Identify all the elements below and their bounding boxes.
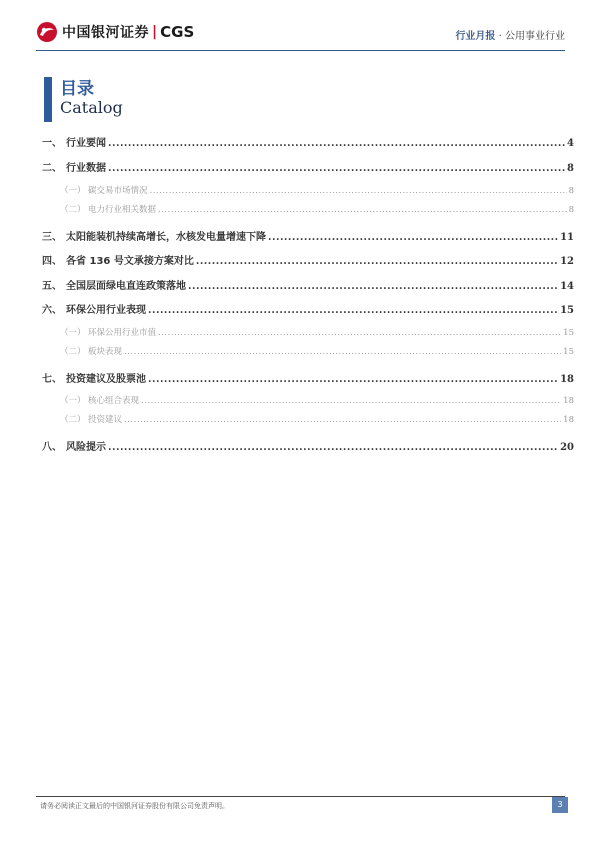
header-divider	[36, 50, 565, 51]
toc-leader	[148, 374, 558, 385]
toc-number: 六、	[42, 305, 62, 316]
toc-subentry[interactable]	[42, 326, 574, 338]
title-accent-bar	[44, 77, 52, 122]
toc-leader	[141, 396, 561, 406]
logo-text: 中国银河证券	[62, 25, 149, 41]
toc-number: 一、	[42, 138, 62, 149]
toc-page: 8	[568, 205, 574, 215]
toc-title: 投资建议及股票池	[66, 374, 146, 385]
toc-page: 15	[563, 328, 574, 338]
toc-entry[interactable]	[42, 134, 574, 149]
toc-subentry[interactable]	[42, 345, 574, 357]
toc-page: 14	[560, 281, 574, 292]
title-chinese: 目录	[60, 79, 94, 99]
toc-leader	[108, 442, 558, 453]
toc-number: （一）	[60, 328, 86, 338]
toc-title: 电力行业相关数据	[88, 205, 157, 215]
toc-subentry[interactable]	[42, 184, 574, 196]
toc-leader	[108, 138, 565, 149]
toc-title: 碳交易市场情况	[88, 186, 148, 196]
footer-disclaimer: 请务必阅读正文最后的中国银河证券股份有限公司免责声明。	[40, 802, 229, 810]
toc-number: 五、	[42, 281, 62, 292]
toc-number: （二）	[60, 205, 86, 215]
toc-page: 15	[560, 305, 574, 316]
toc-page: 11	[560, 232, 574, 243]
toc-subentry[interactable]	[42, 413, 574, 425]
toc-leader	[188, 281, 558, 292]
page-number: 3	[552, 797, 568, 813]
toc-number: 二、	[42, 163, 62, 174]
toc-page: 18	[560, 374, 574, 385]
toc-number: 三、	[42, 232, 62, 243]
toc-number: 八、	[42, 442, 62, 453]
toc-number: 四、	[42, 256, 62, 267]
toc-leader	[158, 205, 567, 215]
toc-leader	[124, 415, 561, 425]
report-type: 行业月报	[455, 31, 496, 42]
toc-title: 环保公用行业表现	[66, 305, 146, 316]
toc-page: 18	[563, 415, 574, 425]
toc-title: 板块表现	[88, 347, 123, 357]
toc-title: 各省 136 号文承接方案对比	[66, 256, 194, 267]
toc-entry[interactable]	[42, 370, 574, 385]
toc-title: 投资建议	[88, 415, 123, 425]
industry-name: 公用事业行业	[505, 31, 565, 42]
toc-page: 4	[567, 138, 574, 149]
page-header	[0, 0, 595, 60]
toc-title: 行业数据	[66, 163, 106, 174]
toc-page: 18	[563, 396, 574, 406]
toc-title: 环保公用行业市值	[88, 328, 157, 338]
toc-leader	[268, 232, 558, 243]
toc-title: 行业要闻	[66, 138, 106, 149]
report-category	[455, 27, 565, 42]
toc-leader	[150, 186, 567, 196]
galaxy-logo-icon	[36, 21, 58, 43]
toc-number: （二）	[60, 415, 86, 425]
footer-divider	[36, 796, 565, 797]
toc-title: 全国层面绿电直连政策落地	[66, 281, 186, 292]
toc-title: 太阳能装机持续高增长，水核发电量增速下降	[66, 232, 266, 243]
title-english: Catalog	[60, 98, 123, 117]
toc-title: 核心组合表现	[88, 396, 140, 406]
header-separator: ·	[498, 31, 502, 42]
toc-entry[interactable]	[42, 438, 574, 453]
toc-entry[interactable]	[42, 277, 574, 292]
toc-subentry[interactable]	[42, 394, 574, 406]
company-logo	[36, 21, 194, 43]
toc-entry[interactable]	[42, 301, 574, 316]
toc-number: （一）	[60, 186, 86, 196]
toc-page: 20	[560, 442, 574, 453]
toc-entry[interactable]	[42, 252, 574, 267]
toc-page: 8	[568, 186, 574, 196]
toc-leader	[148, 305, 558, 316]
toc-number: 七、	[42, 374, 62, 385]
toc-leader	[196, 256, 558, 267]
logo-cgs: CGS	[160, 23, 195, 41]
toc-leader	[108, 163, 565, 174]
logo-separator: |	[152, 24, 158, 40]
toc-page: 12	[560, 256, 574, 267]
toc-title: 风险提示	[66, 442, 106, 453]
toc-entry[interactable]	[42, 228, 574, 243]
toc-entry[interactable]	[42, 159, 574, 174]
toc-leader	[158, 328, 561, 338]
toc-leader	[124, 347, 561, 357]
toc-number: （二）	[60, 347, 86, 357]
toc-page: 15	[563, 347, 574, 357]
toc-subentry[interactable]	[42, 203, 574, 215]
toc-page: 8	[567, 163, 574, 174]
toc-number: （一）	[60, 396, 86, 406]
